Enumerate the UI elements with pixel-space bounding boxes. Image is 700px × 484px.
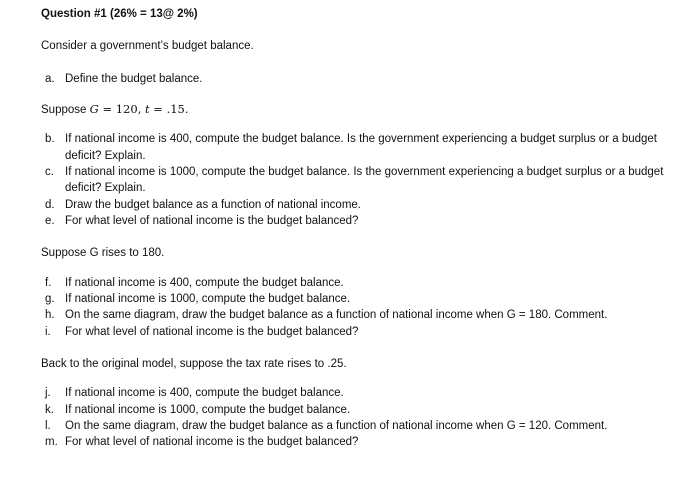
math-expression: [90, 102, 189, 116]
suppose-prefix: Suppose: [41, 103, 90, 116]
parts-b-e-list: [41, 131, 680, 229]
list-item: [41, 164, 680, 197]
item-text: Draw the budget balance as a function of national income.: [65, 198, 361, 211]
item-text: If national income is 400, compute the budget balance.: [65, 276, 344, 289]
list-item: [41, 434, 680, 450]
intro-text: Consider a government’s budget balance.: [41, 40, 254, 53]
list-item: [41, 307, 680, 323]
item-text: For what level of national income is the budget balanced?: [65, 325, 359, 338]
item-label: b.: [45, 133, 55, 146]
parts-f-i-list: [41, 275, 680, 340]
item-label: a.: [45, 72, 55, 85]
item-label: e.: [45, 214, 55, 227]
item-text: On the same diagram, draw the budget balance as a function of national income when G = 180. Comment.: [65, 309, 608, 322]
item-text: If national income is 1000, compute the budget balance. Is the government experiencing a budget surplus or a budget deficit? Explain.: [65, 165, 664, 195]
list-item: [41, 324, 680, 340]
item-text: For what level of national income is the budget balanced?: [65, 214, 359, 227]
item-label: m.: [45, 436, 58, 449]
g-value: = 120,: [98, 101, 146, 116]
list-item: [41, 213, 680, 229]
list-item: [41, 71, 680, 87]
back-to-original: Back to the original model, suppose the tax rate rises to .25.: [41, 357, 347, 370]
suppose-parameters: [41, 101, 680, 118]
item-label: c.: [45, 165, 54, 178]
item-label: f.: [45, 276, 52, 289]
item-label: l.: [45, 419, 51, 432]
list-item: [41, 418, 680, 434]
item-text: For what level of national income is the budget balanced?: [65, 436, 359, 449]
list-item: [41, 402, 680, 418]
item-text: On the same diagram, draw the budget balance as a function of national income when G = 120. Comment.: [65, 419, 608, 432]
question-title: Question #1 (26% = 13@ 2%): [41, 8, 198, 20]
item-text: If national income is 400, compute the budget balance. Is the government experiencing a budget surplus or a budget deficit? Explain.: [65, 133, 657, 162]
g-variable: G: [89, 101, 99, 116]
list-item: [41, 385, 680, 401]
item-text: If national income is 400, compute the budget balance.: [65, 387, 344, 400]
list-item: [41, 197, 680, 213]
list-item: [41, 291, 680, 307]
item-label: j.: [45, 387, 51, 400]
item-label: g.: [45, 292, 55, 305]
suppose-g-rises: Suppose G rises to 180.: [41, 247, 165, 260]
item-label: d.: [45, 198, 55, 211]
item-label: k.: [45, 403, 54, 416]
t-variable: t: [145, 101, 150, 116]
item-text: If national income is 1000, compute the budget balance.: [65, 403, 351, 416]
item-text: Define the budget balance.: [65, 72, 203, 85]
list-item: [41, 275, 680, 291]
t-value: = .15.: [149, 101, 189, 116]
item-label: h.: [45, 309, 55, 322]
item-text: If national income is 1000, compute the budget balance.: [65, 292, 351, 305]
list-item: [41, 131, 680, 164]
part-a-list: [41, 71, 680, 87]
item-label: i.: [45, 325, 51, 338]
parts-j-m-list: [41, 385, 680, 450]
